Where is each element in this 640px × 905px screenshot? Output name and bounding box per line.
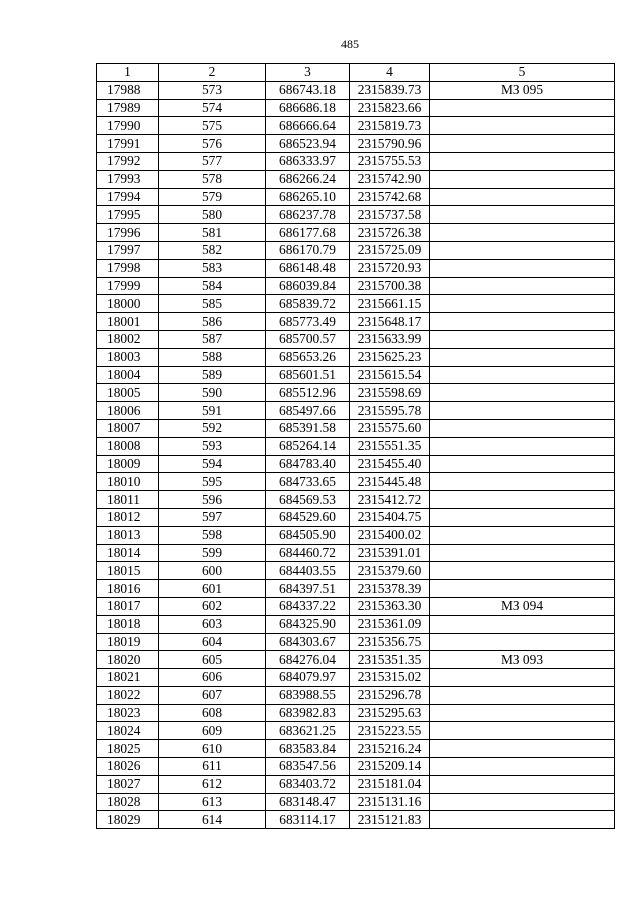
table-cell-col4: 2315633.99 — [350, 330, 430, 348]
table-row — [97, 473, 615, 491]
table-cell-col3: 683583.84 — [266, 740, 350, 758]
table-cell-col2: 584 — [159, 277, 266, 295]
table-row — [97, 526, 615, 544]
table-cell-col2: 597 — [159, 508, 266, 526]
table-cell-col5 — [430, 170, 615, 188]
table-cell-col2: 599 — [159, 544, 266, 562]
table-cell-col5 — [430, 241, 615, 259]
table-cell-col4: 2315209.14 — [350, 758, 430, 776]
table-cell-col2: 600 — [159, 562, 266, 580]
table-cell-col1: 18029 — [97, 811, 159, 829]
table-cell-col4: 2315391.01 — [350, 544, 430, 562]
table-cell-col5 — [430, 633, 615, 651]
table-row — [97, 384, 615, 402]
table-row — [97, 508, 615, 526]
table-cell-col3: 686039.84 — [266, 277, 350, 295]
table-row — [97, 277, 615, 295]
table-cell-col5 — [430, 580, 615, 598]
table-cell-col5 — [430, 437, 615, 455]
table-cell-col4: 2315315.02 — [350, 669, 430, 687]
table-cell-col5 — [430, 224, 615, 242]
table-cell-col3: 685601.51 — [266, 366, 350, 384]
table-row — [97, 633, 615, 651]
table-row — [97, 117, 615, 135]
table-cell-col4: 2315615.54 — [350, 366, 430, 384]
table-cell-col2: 613 — [159, 793, 266, 811]
table-row — [97, 330, 615, 348]
table-cell-col4: 2315223.55 — [350, 722, 430, 740]
table-cell-col1: 18009 — [97, 455, 159, 473]
table-cell-col3: 684325.90 — [266, 615, 350, 633]
table-cell-col2: 575 — [159, 117, 266, 135]
table-cell-col1: 18007 — [97, 419, 159, 437]
table-cell-col4: 2315356.75 — [350, 633, 430, 651]
table-cell-col4: 2315121.83 — [350, 811, 430, 829]
table-cell-col1: 18003 — [97, 348, 159, 366]
table-cell-col1: 18024 — [97, 722, 159, 740]
table-cell-col2: 582 — [159, 241, 266, 259]
table-cell-col1: 17991 — [97, 135, 159, 153]
table-cell-col4: 2315455.40 — [350, 455, 430, 473]
table-cell-col2: 608 — [159, 704, 266, 722]
table-cell-col5 — [430, 259, 615, 277]
table-cell-col3: 685264.14 — [266, 437, 350, 455]
table-cell-col2: 583 — [159, 259, 266, 277]
table-cell-col4: 2315361.09 — [350, 615, 430, 633]
table-cell-col5 — [430, 348, 615, 366]
table-cell-col5 — [430, 811, 615, 829]
table-cell-col5 — [430, 135, 615, 153]
table-cell-col4: 2315737.58 — [350, 206, 430, 224]
table-cell-col2: 578 — [159, 170, 266, 188]
table-cell-col2: 577 — [159, 152, 266, 170]
table-cell-col2: 585 — [159, 295, 266, 313]
table-cell-col4: 2315131.16 — [350, 793, 430, 811]
table-cell-col5 — [430, 526, 615, 544]
table-cell-col4: 2315363.30 — [350, 597, 430, 615]
table-cell-col1: 18005 — [97, 384, 159, 402]
table-cell-col2: 611 — [159, 758, 266, 776]
table-cell-col1: 18001 — [97, 313, 159, 331]
table-cell-col5 — [430, 793, 615, 811]
table-cell-col3: 683114.17 — [266, 811, 350, 829]
table-cell-col2: 604 — [159, 633, 266, 651]
table-row — [97, 206, 615, 224]
table-cell-col2: 592 — [159, 419, 266, 437]
table-cell-col4: 2315819.73 — [350, 117, 430, 135]
table-header — [97, 64, 615, 82]
table-row — [97, 437, 615, 455]
table-cell-col1: 18022 — [97, 686, 159, 704]
table-cell-col3: 684529.60 — [266, 508, 350, 526]
table-cell-col4: 2315661.15 — [350, 295, 430, 313]
table-cell-col4: 2315296.78 — [350, 686, 430, 704]
table-cell-col3: 684460.72 — [266, 544, 350, 562]
table-row — [97, 455, 615, 473]
table-cell-col1: 18006 — [97, 402, 159, 420]
table-cell-col2: 605 — [159, 651, 266, 669]
table-cell-col2: 591 — [159, 402, 266, 420]
table-row — [97, 348, 615, 366]
table-cell-col1: 17997 — [97, 241, 159, 259]
table-cell-col5 — [430, 740, 615, 758]
table-cell-col1: 18013 — [97, 526, 159, 544]
table-cell-col2: 609 — [159, 722, 266, 740]
table-cell-col3: 686237.78 — [266, 206, 350, 224]
table-cell-col1: 18012 — [97, 508, 159, 526]
table-cell-col3: 684505.90 — [266, 526, 350, 544]
table-cell-col3: 684403.55 — [266, 562, 350, 580]
table-row — [97, 722, 615, 740]
table-cell-col2: 602 — [159, 597, 266, 615]
table-cell-col4: 2315378.39 — [350, 580, 430, 598]
table-cell-col2: 573 — [159, 81, 266, 99]
table-cell-col5 — [430, 722, 615, 740]
table-cell-col1: 18010 — [97, 473, 159, 491]
table-cell-col5 — [430, 686, 615, 704]
table-cell-col2: 579 — [159, 188, 266, 206]
table-cell-col3: 686666.64 — [266, 117, 350, 135]
table-cell-col4: 2315725.09 — [350, 241, 430, 259]
table-cell-col4: 2315742.68 — [350, 188, 430, 206]
table-cell-col4: 2315823.66 — [350, 99, 430, 117]
table-cell-col3: 685512.96 — [266, 384, 350, 402]
table-cell-col3: 686523.94 — [266, 135, 350, 153]
table-cell-col5 — [430, 295, 615, 313]
table-cell-col3: 685497.66 — [266, 402, 350, 420]
table-cell-col3: 684569.53 — [266, 491, 350, 509]
table-row — [97, 811, 615, 829]
table-cell-col3: 686177.68 — [266, 224, 350, 242]
table-cell-col3: 683988.55 — [266, 686, 350, 704]
table-cell-col3: 685653.26 — [266, 348, 350, 366]
table-cell-col4: 2315839.73 — [350, 81, 430, 99]
table-row — [97, 135, 615, 153]
table-cell-col3: 685773.49 — [266, 313, 350, 331]
table-cell-col1: 18000 — [97, 295, 159, 313]
column-header-5: 5 — [430, 64, 615, 82]
table-cell-col1: 18020 — [97, 651, 159, 669]
table-cell-col5 — [430, 313, 615, 331]
table-cell-col1: 18002 — [97, 330, 159, 348]
table-cell-col5 — [430, 455, 615, 473]
table-body — [97, 81, 615, 828]
table-row — [97, 704, 615, 722]
table-cell-col5 — [430, 402, 615, 420]
table-cell-col1: 18017 — [97, 597, 159, 615]
table-cell-col2: 595 — [159, 473, 266, 491]
column-header-4: 4 — [350, 64, 430, 82]
table-cell-col2: 587 — [159, 330, 266, 348]
table-row — [97, 99, 615, 117]
table-cell-col1: 17994 — [97, 188, 159, 206]
table-row — [97, 491, 615, 509]
table-cell-col3: 686265.10 — [266, 188, 350, 206]
table-cell-col5 — [430, 99, 615, 117]
table-cell-col5 — [430, 544, 615, 562]
table-cell-col2: 610 — [159, 740, 266, 758]
table-cell-col3: 685839.72 — [266, 295, 350, 313]
table-cell-col1: 18021 — [97, 669, 159, 687]
table-row — [97, 152, 615, 170]
table-cell-col2: 590 — [159, 384, 266, 402]
table-cell-col1: 18028 — [97, 793, 159, 811]
table-cell-col2: 586 — [159, 313, 266, 331]
table-cell-col1: 17989 — [97, 99, 159, 117]
table-cell-col5 — [430, 188, 615, 206]
table-row — [97, 402, 615, 420]
table-cell-col5 — [430, 669, 615, 687]
table-cell-col3: 686686.18 — [266, 99, 350, 117]
coordinates-table — [96, 63, 615, 829]
table-cell-col3: 684079.97 — [266, 669, 350, 687]
table-cell-col3: 684337.22 — [266, 597, 350, 615]
table-cell-col3: 684303.67 — [266, 633, 350, 651]
table-cell-col4: 2315412.72 — [350, 491, 430, 509]
table-cell-col5: МЗ 095 — [430, 81, 615, 99]
table-cell-col3: 683148.47 — [266, 793, 350, 811]
table-cell-col1: 17990 — [97, 117, 159, 135]
table-row — [97, 651, 615, 669]
table-cell-col3: 683982.83 — [266, 704, 350, 722]
table-cell-col3: 686148.48 — [266, 259, 350, 277]
table-row — [97, 758, 615, 776]
table-row — [97, 580, 615, 598]
table-cell-col2: 603 — [159, 615, 266, 633]
table-cell-col4: 2315742.90 — [350, 170, 430, 188]
table-cell-col4: 2315726.38 — [350, 224, 430, 242]
table-cell-col2: 574 — [159, 99, 266, 117]
table-cell-col3: 685391.58 — [266, 419, 350, 437]
table-cell-col1: 18027 — [97, 775, 159, 793]
table-cell-col2: 589 — [159, 366, 266, 384]
table-cell-col5 — [430, 473, 615, 491]
table-cell-col4: 2315575.60 — [350, 419, 430, 437]
table-row — [97, 419, 615, 437]
table-cell-col5 — [430, 491, 615, 509]
table-row — [97, 775, 615, 793]
table-cell-col2: 581 — [159, 224, 266, 242]
header-row — [97, 64, 615, 82]
table-cell-col2: 601 — [159, 580, 266, 598]
table-row — [97, 259, 615, 277]
table-cell-col3: 684783.40 — [266, 455, 350, 473]
table-cell-col1: 18026 — [97, 758, 159, 776]
table-cell-col5 — [430, 775, 615, 793]
table-cell-col4: 2315351.35 — [350, 651, 430, 669]
table-cell-col3: 684276.04 — [266, 651, 350, 669]
table-cell-col2: 607 — [159, 686, 266, 704]
table-cell-col2: 596 — [159, 491, 266, 509]
table-cell-col4: 2315595.78 — [350, 402, 430, 420]
table-cell-col5 — [430, 704, 615, 722]
table-cell-col5 — [430, 419, 615, 437]
table-cell-col5 — [430, 117, 615, 135]
table-cell-col5 — [430, 330, 615, 348]
table-cell-col1: 18019 — [97, 633, 159, 651]
table-cell-col3: 683403.72 — [266, 775, 350, 793]
table-cell-col1: 17993 — [97, 170, 159, 188]
column-header-1: 1 — [97, 64, 159, 82]
table-cell-col2: 593 — [159, 437, 266, 455]
table-cell-col3: 686743.18 — [266, 81, 350, 99]
table-row — [97, 366, 615, 384]
table-cell-col4: 2315551.35 — [350, 437, 430, 455]
table-cell-col1: 18023 — [97, 704, 159, 722]
table-cell-col5 — [430, 206, 615, 224]
column-header-2: 2 — [159, 64, 266, 82]
table-cell-col2: 580 — [159, 206, 266, 224]
table-row — [97, 615, 615, 633]
table-cell-col3: 686170.79 — [266, 241, 350, 259]
table-cell-col1: 18016 — [97, 580, 159, 598]
table-cell-col1: 18011 — [97, 491, 159, 509]
table-cell-col4: 2315295.63 — [350, 704, 430, 722]
table-row — [97, 686, 615, 704]
table-cell-col5 — [430, 758, 615, 776]
table-cell-col3: 686266.24 — [266, 170, 350, 188]
table-cell-col2: 598 — [159, 526, 266, 544]
table-cell-col2: 576 — [159, 135, 266, 153]
table-cell-col2: 612 — [159, 775, 266, 793]
table-cell-col5 — [430, 277, 615, 295]
table-cell-col4: 2315216.24 — [350, 740, 430, 758]
table-cell-col3: 683547.56 — [266, 758, 350, 776]
table-cell-col4: 2315700.38 — [350, 277, 430, 295]
table-row — [97, 544, 615, 562]
table-cell-col5: МЗ 093 — [430, 651, 615, 669]
table-row — [97, 241, 615, 259]
table-cell-col1: 17999 — [97, 277, 159, 295]
table-cell-col3: 686333.97 — [266, 152, 350, 170]
table-cell-col4: 2315379.60 — [350, 562, 430, 580]
table-cell-col2: 606 — [159, 669, 266, 687]
table-cell-col4: 2315181.04 — [350, 775, 430, 793]
table-cell-col4: 2315400.02 — [350, 526, 430, 544]
table-cell-col2: 588 — [159, 348, 266, 366]
table-cell-col3: 685700.57 — [266, 330, 350, 348]
table-row — [97, 313, 615, 331]
table-cell-col3: 684733.65 — [266, 473, 350, 491]
table-cell-col5 — [430, 152, 615, 170]
table-cell-col1: 17996 — [97, 224, 159, 242]
table-cell-col1: 18015 — [97, 562, 159, 580]
table-row — [97, 188, 615, 206]
table-row — [97, 295, 615, 313]
table-cell-col3: 684397.51 — [266, 580, 350, 598]
table-cell-col1: 18018 — [97, 615, 159, 633]
table-row — [97, 170, 615, 188]
table-cell-col5: МЗ 094 — [430, 597, 615, 615]
table-cell-col4: 2315598.69 — [350, 384, 430, 402]
table-row — [97, 562, 615, 580]
table-cell-col4: 2315648.17 — [350, 313, 430, 331]
table-row — [97, 597, 615, 615]
table-cell-col5 — [430, 508, 615, 526]
table-cell-col1: 18008 — [97, 437, 159, 455]
table-cell-col1: 17995 — [97, 206, 159, 224]
table-cell-col4: 2315720.93 — [350, 259, 430, 277]
table-cell-col5 — [430, 562, 615, 580]
table-cell-col4: 2315755.53 — [350, 152, 430, 170]
table-cell-col2: 594 — [159, 455, 266, 473]
table-cell-col4: 2315625.23 — [350, 348, 430, 366]
page-number: 485 — [341, 37, 359, 51]
table-cell-col1: 18014 — [97, 544, 159, 562]
table-cell-col5 — [430, 384, 615, 402]
table-row — [97, 740, 615, 758]
table-cell-col1: 17992 — [97, 152, 159, 170]
table-cell-col1: 17998 — [97, 259, 159, 277]
table-cell-col3: 683621.25 — [266, 722, 350, 740]
table-row — [97, 669, 615, 687]
table-cell-col1: 17988 — [97, 81, 159, 99]
table-cell-col4: 2315404.75 — [350, 508, 430, 526]
table-cell-col1: 18025 — [97, 740, 159, 758]
table-row — [97, 81, 615, 99]
column-header-3: 3 — [266, 64, 350, 82]
table-cell-col5 — [430, 366, 615, 384]
table-row — [97, 793, 615, 811]
table-cell-col5 — [430, 615, 615, 633]
table-cell-col4: 2315445.48 — [350, 473, 430, 491]
table-cell-col2: 614 — [159, 811, 266, 829]
table-cell-col1: 18004 — [97, 366, 159, 384]
table-cell-col4: 2315790.96 — [350, 135, 430, 153]
table-row — [97, 224, 615, 242]
